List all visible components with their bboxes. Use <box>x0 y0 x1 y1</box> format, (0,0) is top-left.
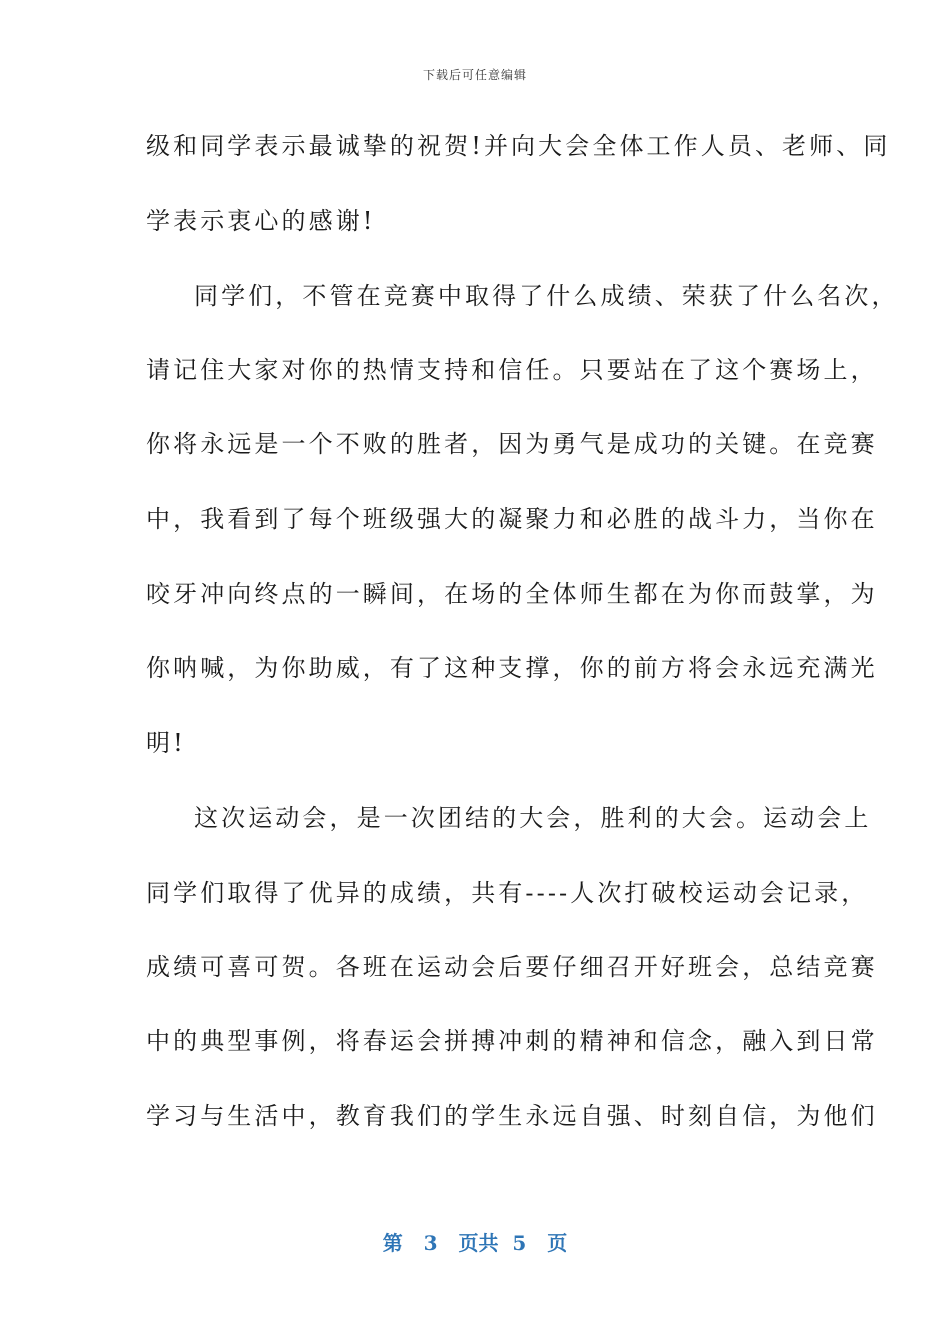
page-footer <box>0 1227 950 1256</box>
page-header: 下载后可任意编辑 <box>422 68 527 82</box>
paragraph-line: 同学们，不管在竞赛中取得了什么成绩、荣获了什么名次， <box>194 282 899 310</box>
paragraph-line: 级和同学表示最诚挚的祝贺!并向大会全体工作人员、老师、同 <box>146 132 891 160</box>
paragraph-line: 中的典型事例，将春运会拼搏冲刺的精神和信念，融入到日常 <box>146 1027 878 1055</box>
paragraph-line: 咬牙冲向终点的一瞬间，在场的全体师生都在为你而鼓掌，为 <box>146 580 878 608</box>
paragraph-line: 学习与生活中，教育我们的学生永远自强、时刻自信，为他们 <box>146 1102 878 1130</box>
paragraph-line: 学表示衷心的感谢! <box>146 207 376 235</box>
footer-prefix: 第 <box>382 1231 403 1255</box>
current-page-number: 3 <box>423 1231 438 1255</box>
paragraph-line: 同学们取得了优异的成绩，共有----人次打破校运动会记录， <box>146 879 869 907</box>
paragraph-line: 明! <box>146 729 186 757</box>
paragraph-line: 你将永远是一个不败的胜者，因为勇气是成功的关键。在竞赛 <box>146 430 878 458</box>
paragraph-line: 成绩可喜可贺。各班在运动会后要仔细召开好班会，总结竞赛 <box>146 953 878 981</box>
footer-middle: 页共 <box>458 1231 499 1255</box>
paragraph-line: 请记住大家对你的热情支持和信任。只要站在了这个赛场上， <box>146 356 878 384</box>
paragraph-line: 这次运动会，是一次团结的大会，胜利的大会。运动会上 <box>194 804 872 832</box>
total-pages-number: 5 <box>512 1231 527 1255</box>
paragraph-line: 你呐喊，为你助威，有了这种支撑，你的前方将会永远充满光 <box>146 654 878 682</box>
footer-suffix: 页 <box>547 1231 568 1255</box>
paragraph-line: 中，我看到了每个班级强大的凝聚力和必胜的战斗力，当你在 <box>146 505 878 533</box>
